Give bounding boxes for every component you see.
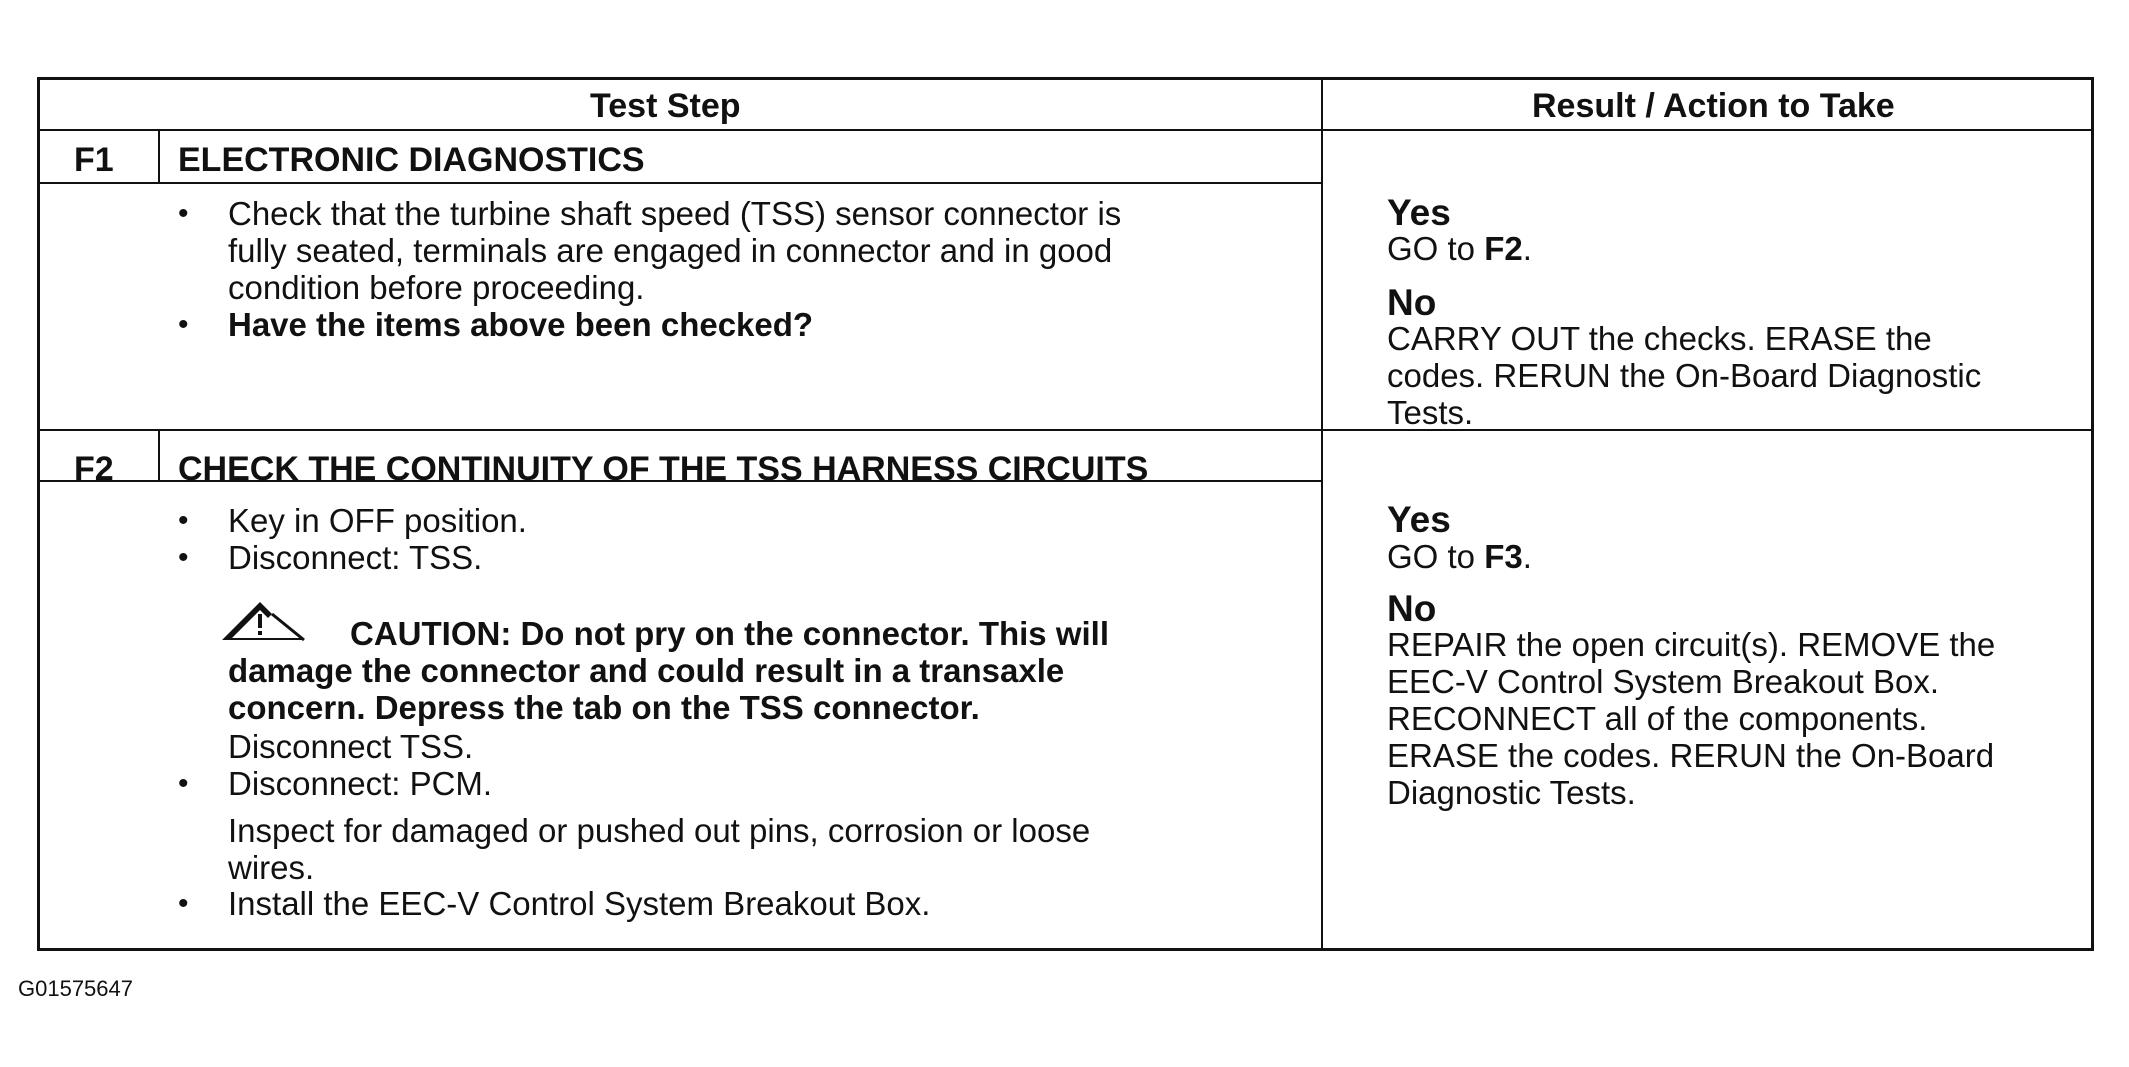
bullet-icon: • — [178, 197, 189, 230]
f1-yes-label: Yes — [1387, 192, 1451, 233]
f2-bullet-4: Install the EEC-V Control System Breakout Box. — [228, 885, 931, 922]
header-result-action: Result / Action to Take — [1532, 87, 1895, 125]
f2-no-label: No — [1387, 588, 1437, 629]
header-test-step: Test Step — [590, 87, 741, 125]
f1-no-line-3: Tests. — [1387, 394, 1474, 431]
diagnostic-table — [37, 77, 2094, 951]
step-id-f2: F2 — [74, 450, 114, 488]
f1-id-divider — [158, 129, 160, 183]
f2-caution-line-2: damage the connector and could result in a transaxle — [228, 652, 1065, 689]
f2-no-line-4: ERASE the codes. RERUN the On-Board — [1387, 737, 1995, 774]
f1-line-2: fully seated, terminals are engaged in connector and in good — [228, 232, 1113, 269]
bullet-icon: • — [178, 767, 189, 800]
f1-title-divider — [40, 182, 1321, 184]
f2-no-line-2: EEC-V Control System Breakout Box. — [1387, 663, 1940, 700]
bullet-icon: • — [178, 308, 189, 341]
f1-yes-action: GO to F2. — [1387, 230, 1532, 267]
column-divider — [1321, 80, 1323, 948]
bullet-icon: • — [178, 887, 189, 920]
step-title-f2: CHECK THE CONTINUITY OF THE TSS HARNESS CIRCUITS — [178, 450, 1149, 488]
figure-id: G01575647 — [18, 976, 133, 1001]
f2-yes-label: Yes — [1387, 499, 1451, 540]
f2-caution-line-3: concern. Depress the tab on the TSS connector. — [228, 689, 980, 726]
f2-no-line-5: Diagnostic Tests. — [1387, 774, 1636, 811]
f2-caution-line-1: CAUTION: Do not pry on the connector. This will — [350, 615, 1109, 652]
f2-inspect-line-2: wires. — [228, 849, 315, 886]
f2-id-divider — [158, 429, 160, 481]
f1-line-3: condition before proceeding. — [228, 269, 645, 306]
f1-f2-divider — [40, 429, 2091, 431]
step-title-f1: ELECTRONIC DIAGNOSTICS — [178, 141, 645, 179]
f2-bullet-1: Key in OFF position. — [228, 502, 527, 539]
f2-no-line-1: REPAIR the open circuit(s). REMOVE the — [1387, 626, 1996, 663]
f2-after-caution: Disconnect TSS. — [228, 728, 474, 765]
f1-no-label: No — [1387, 282, 1437, 323]
f2-inspect-line-1: Inspect for damaged or pushed out pins, corrosion or loose — [228, 812, 1091, 849]
bullet-icon: • — [178, 541, 189, 574]
f1-no-line-1: CARRY OUT the checks. ERASE the — [1387, 320, 1932, 357]
header-divider — [40, 129, 2091, 131]
f2-yes-action: GO to F3. — [1387, 538, 1532, 575]
f1-question: Have the items above been checked? — [228, 306, 814, 343]
f2-no-line-3: RECONNECT all of the components. — [1387, 700, 1928, 737]
f1-line-1: Check that the turbine shaft speed (TSS) sensor connector is — [228, 195, 1122, 232]
f2-bullet-3: Disconnect: PCM. — [228, 765, 493, 802]
step-id-f1: F1 — [74, 141, 114, 179]
warning-triangle-icon — [220, 598, 306, 644]
f2-bullet-2: Disconnect: TSS. — [228, 539, 483, 576]
f1-no-line-2: codes. RERUN the On-Board Diagnostic — [1387, 357, 1982, 394]
bullet-icon: • — [178, 504, 189, 537]
